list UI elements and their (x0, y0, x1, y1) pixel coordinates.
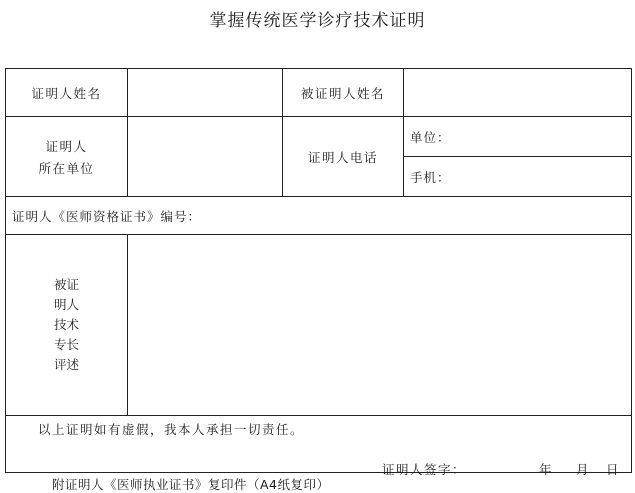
review-label-line-3: 技术 (53, 317, 79, 332)
attachment-note: 附证明人《医师执业证书》复印件（A4纸复印） (52, 477, 330, 492)
declaration-text: 以上证明如有虚假，我本人承担一切责任。 (38, 422, 305, 437)
review-label-line-5: 评述 (53, 357, 79, 372)
certifier-unit-label-line1: 证明人 (45, 138, 88, 154)
certifier-phone-label: 证明人电话 (283, 117, 404, 197)
declaration-section (6, 416, 632, 477)
certificate-number-field[interactable] (6, 197, 632, 235)
certifier-unit-field[interactable] (128, 117, 283, 197)
signature-label: 证明人签字： (382, 462, 467, 477)
mobile-phone-field[interactable] (404, 157, 632, 197)
certified-name-label: 被证明人姓名 (283, 69, 404, 117)
date-year-label: 年 (539, 462, 552, 477)
certified-name-field[interactable] (404, 69, 632, 117)
technical-review-label (6, 235, 128, 416)
technical-review-field[interactable] (128, 235, 632, 416)
date-day-label: 日 (606, 462, 619, 477)
mobile-phone-label: 手机： (410, 169, 451, 185)
work-phone-field[interactable] (404, 117, 632, 157)
certifier-name-field[interactable] (128, 69, 283, 117)
form-title: 掌握传统医学诊疗技术证明 (209, 11, 426, 31)
work-phone-label: 单位： (410, 129, 451, 145)
review-label-line-2: 明人 (53, 297, 79, 312)
review-label-line-1: 被证 (53, 277, 79, 292)
certifier-unit-label-line2: 所在单位 (38, 160, 95, 176)
certificate-number-label: 证明人《医师资格证书》编号： (12, 208, 202, 224)
certifier-name-label: 证明人姓名 (6, 69, 128, 117)
certification-form (5, 68, 632, 477)
date-month-label: 月 (576, 462, 589, 477)
review-label-line-4: 专长 (53, 337, 79, 352)
certifier-unit-label (6, 117, 128, 197)
